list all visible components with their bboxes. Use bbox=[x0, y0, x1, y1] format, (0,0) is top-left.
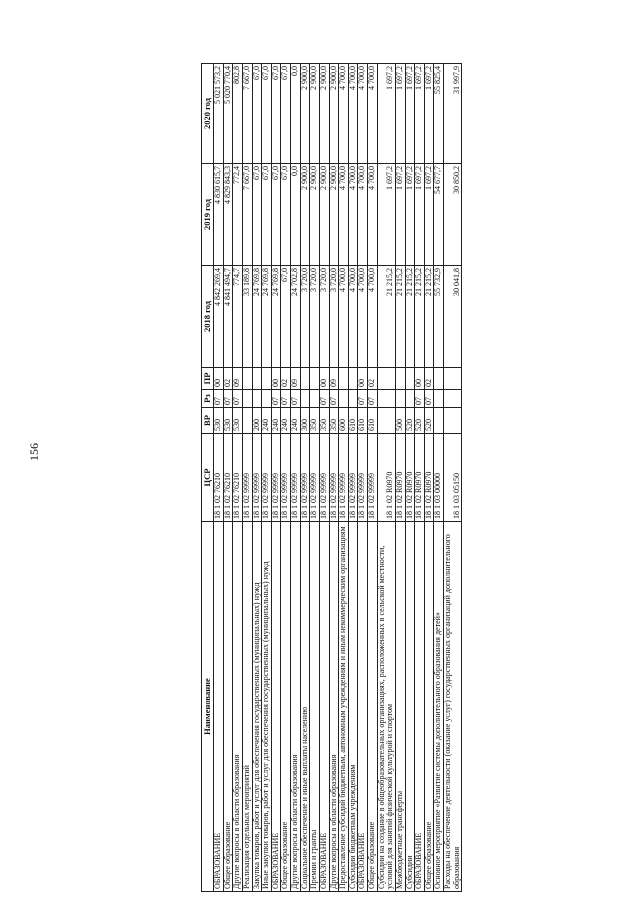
cell-2018: 67,0 bbox=[281, 266, 291, 368]
cell-pr bbox=[377, 368, 395, 390]
cell-rz: 07 bbox=[214, 390, 224, 408]
cell-rz bbox=[444, 390, 462, 408]
cell-vr: 240 bbox=[271, 408, 281, 434]
cell-2018: 4 700,0 bbox=[358, 266, 368, 368]
cell-rz: 07 bbox=[271, 390, 281, 408]
cell-rz: 07 bbox=[319, 390, 329, 408]
cell-csr: 18 1 02 99999 bbox=[281, 434, 291, 522]
cell-rz: 07 bbox=[291, 390, 301, 408]
cell-2018: 3 720,0 bbox=[319, 266, 329, 368]
cell-2019: 67,0 bbox=[262, 164, 272, 266]
cell-vr: 300 bbox=[300, 408, 310, 434]
cell-name: ОБРАЗОВАНИЕ bbox=[415, 522, 425, 892]
cell-2020: 4 700,0 bbox=[339, 64, 349, 164]
cell-rz: 07 bbox=[223, 390, 233, 408]
cell-2018: 30 041,8 bbox=[444, 266, 462, 368]
cell-2020: 67,0 bbox=[252, 64, 262, 164]
cell-csr: 18 1 02 99999 bbox=[242, 434, 252, 522]
cell-name: ОБРАЗОВАНИЕ bbox=[214, 522, 224, 892]
cell-pr: 00 bbox=[415, 368, 425, 390]
cell-2019: 67,0 bbox=[281, 164, 291, 266]
cell-csr: 18 1 02 99999 bbox=[358, 434, 368, 522]
cell-2018: 24 702,8 bbox=[291, 266, 301, 368]
cell-2019: 0,0 bbox=[291, 164, 301, 266]
cell-rz: 07 bbox=[329, 390, 339, 408]
cell-vr bbox=[377, 408, 395, 434]
cell-pr: 00 bbox=[271, 368, 281, 390]
cell-2018: 21 215,2 bbox=[377, 266, 395, 368]
cell-csr: 18 1 02 R0970 bbox=[424, 434, 434, 522]
cell-2019: 1 697,2 bbox=[415, 164, 425, 266]
cell-vr: 350 bbox=[329, 408, 339, 434]
table-row bbox=[310, 64, 320, 892]
cell-name: Межбюджетные трансферты bbox=[395, 522, 405, 892]
cell-pr bbox=[242, 368, 252, 390]
cell-vr: 610 bbox=[358, 408, 368, 434]
cell-2019: 772,4 bbox=[233, 164, 243, 266]
rotated-table-container bbox=[201, 64, 461, 892]
cell-pr: 02 bbox=[424, 368, 434, 390]
cell-pr bbox=[395, 368, 405, 390]
cell-2020: 1 697,2 bbox=[405, 64, 415, 164]
table-row bbox=[368, 64, 378, 892]
cell-name: Субсидии bbox=[405, 522, 415, 892]
cell-vr: 520 bbox=[405, 408, 415, 434]
cell-pr: 00 bbox=[319, 368, 329, 390]
cell-vr: 240 bbox=[281, 408, 291, 434]
cell-csr: 18 1 02 76210 bbox=[233, 434, 243, 522]
page-number: 156 bbox=[27, 443, 41, 461]
table-row bbox=[291, 64, 301, 892]
table-header-row bbox=[202, 64, 214, 892]
cell-rz bbox=[310, 390, 320, 408]
cell-rz: 07 bbox=[358, 390, 368, 408]
cell-name: Другие вопросы в области образования bbox=[291, 522, 301, 892]
cell-2018: 3 720,0 bbox=[310, 266, 320, 368]
cell-csr: 18 1 02 99999 bbox=[319, 434, 329, 522]
cell-2019: 54 677,7 bbox=[434, 164, 444, 266]
cell-vr: 200 bbox=[252, 408, 262, 434]
cell-2020: 1 697,2 bbox=[377, 64, 395, 164]
table-row bbox=[395, 64, 405, 892]
cell-csr: 18 1 02 R0970 bbox=[405, 434, 415, 522]
cell-csr: 18 1 03 05150 bbox=[444, 434, 462, 522]
cell-csr: 18 1 02 R0970 bbox=[415, 434, 425, 522]
header-2018: 2018 год bbox=[202, 266, 214, 368]
cell-2018: 4 700,0 bbox=[368, 266, 378, 368]
cell-csr: 18 1 02 99999 bbox=[291, 434, 301, 522]
cell-rz bbox=[395, 390, 405, 408]
cell-name: ОБРАЗОВАНИЕ bbox=[271, 522, 281, 892]
cell-2019: 2 900,0 bbox=[300, 164, 310, 266]
cell-2019: 1 697,2 bbox=[395, 164, 405, 266]
cell-2019: 67,0 bbox=[271, 164, 281, 266]
table-row bbox=[319, 64, 329, 892]
cell-pr bbox=[444, 368, 462, 390]
cell-2020: 2 900,0 bbox=[300, 64, 310, 164]
cell-rz: 07 bbox=[424, 390, 434, 408]
cell-name: Реализация отдельных мероприятий bbox=[242, 522, 252, 892]
header-pr: ПР bbox=[202, 368, 214, 390]
cell-csr: 18 1 02 99999 bbox=[329, 434, 339, 522]
table-row bbox=[214, 64, 224, 892]
cell-vr: 530 bbox=[233, 408, 243, 434]
cell-2018: 774,7 bbox=[233, 266, 243, 368]
cell-2019: 2 900,0 bbox=[319, 164, 329, 266]
budget-table bbox=[201, 63, 462, 892]
cell-rz: 07 bbox=[415, 390, 425, 408]
cell-2020: 5 020 770,4 bbox=[223, 64, 233, 164]
cell-rz bbox=[377, 390, 395, 408]
cell-vr: 350 bbox=[319, 408, 329, 434]
cell-csr: 18 1 02 99999 bbox=[300, 434, 310, 522]
cell-vr: 530 bbox=[214, 408, 224, 434]
table-row bbox=[262, 64, 272, 892]
cell-2020: 1 697,2 bbox=[415, 64, 425, 164]
cell-vr: 520 bbox=[415, 408, 425, 434]
cell-2019: 4 700,0 bbox=[358, 164, 368, 266]
cell-name: Другие вопросы в области образования bbox=[329, 522, 339, 892]
cell-pr bbox=[252, 368, 262, 390]
cell-name: Премии и гранты bbox=[310, 522, 320, 892]
cell-csr: 18 1 02 76210 bbox=[223, 434, 233, 522]
cell-2020: 4 700,0 bbox=[358, 64, 368, 164]
cell-2018: 33 189,8 bbox=[242, 266, 252, 368]
cell-name: Социальное обеспечение и иные выплаты населению bbox=[300, 522, 310, 892]
cell-2019: 1 697,2 bbox=[405, 164, 415, 266]
header-vr: ВР bbox=[202, 408, 214, 434]
cell-2019: 67,0 bbox=[252, 164, 262, 266]
cell-pr bbox=[300, 368, 310, 390]
cell-2018: 21 215,2 bbox=[395, 266, 405, 368]
table-row bbox=[415, 64, 425, 892]
cell-2020: 4 700,0 bbox=[348, 64, 358, 164]
cell-vr: 520 bbox=[424, 408, 434, 434]
cell-name: Субсидии на создание в общеобразовательных организациях, расположенных в сельской местности, условий для занятий физической культурой и спортом bbox=[377, 522, 395, 892]
cell-2018: 4 841 494,7 bbox=[223, 266, 233, 368]
cell-name: Закупка товаров, работ и услуг для обеспечения государственных (муниципальных) нужд bbox=[252, 522, 262, 892]
cell-csr: 18 1 02 99999 bbox=[262, 434, 272, 522]
cell-2018: 4 842 269,4 bbox=[214, 266, 224, 368]
cell-pr bbox=[310, 368, 320, 390]
cell-2019: 2 900,0 bbox=[310, 164, 320, 266]
cell-vr: 240 bbox=[291, 408, 301, 434]
cell-pr: 02 bbox=[223, 368, 233, 390]
cell-csr: 18 1 02 99999 bbox=[339, 434, 349, 522]
cell-name: Общее образование bbox=[223, 522, 233, 892]
cell-2019: 4 700,0 bbox=[339, 164, 349, 266]
cell-2020: 5 021 573,2 bbox=[214, 64, 224, 164]
cell-name: ОБРАЗОВАНИЕ bbox=[358, 522, 368, 892]
cell-rz bbox=[434, 390, 444, 408]
cell-vr: 240 bbox=[262, 408, 272, 434]
header-2020: 2020 год bbox=[202, 64, 214, 164]
cell-name: Общее образование bbox=[424, 522, 434, 892]
cell-rz bbox=[262, 390, 272, 408]
cell-2020: 1 697,2 bbox=[395, 64, 405, 164]
cell-vr: 530 bbox=[223, 408, 233, 434]
cell-2018: 55 732,9 bbox=[434, 266, 444, 368]
cell-vr bbox=[434, 408, 444, 434]
cell-csr: 18 1 02 76210 bbox=[214, 434, 224, 522]
table-row bbox=[233, 64, 243, 892]
cell-vr: 500 bbox=[395, 408, 405, 434]
cell-2019: 7 667,0 bbox=[242, 164, 252, 266]
cell-pr: 00 bbox=[358, 368, 368, 390]
cell-name: Основное мероприятие «Развитие системы дополнительного образования детей» bbox=[434, 522, 444, 892]
cell-vr: 350 bbox=[310, 408, 320, 434]
table-body bbox=[214, 64, 462, 892]
cell-csr: 18 1 02 99999 bbox=[348, 434, 358, 522]
cell-2018: 3 720,0 bbox=[329, 266, 339, 368]
cell-2020: 802,8 bbox=[233, 64, 243, 164]
table-row bbox=[377, 64, 395, 892]
cell-2019: 30 850,2 bbox=[444, 164, 462, 266]
cell-rz bbox=[300, 390, 310, 408]
cell-2020: 2 900,0 bbox=[319, 64, 329, 164]
cell-vr bbox=[444, 408, 462, 434]
cell-csr: 18 1 02 99999 bbox=[271, 434, 281, 522]
cell-name: Другие вопросы в области образования bbox=[233, 522, 243, 892]
cell-rz bbox=[252, 390, 262, 408]
cell-csr: 18 1 02 99999 bbox=[368, 434, 378, 522]
cell-2019: 1 697,2 bbox=[424, 164, 434, 266]
cell-rz: 07 bbox=[368, 390, 378, 408]
cell-name: Иные закупки товаров, работ и услуг для обеспечения государственных (муниципальных) нужд bbox=[262, 522, 272, 892]
table-row bbox=[339, 64, 349, 892]
cell-rz: 07 bbox=[233, 390, 243, 408]
cell-2018: 21 215,2 bbox=[405, 266, 415, 368]
cell-2018: 24 769,8 bbox=[262, 266, 272, 368]
cell-pr: 02 bbox=[281, 368, 291, 390]
cell-csr: 18 1 02 R0970 bbox=[377, 434, 395, 522]
cell-2020: 0,0 bbox=[291, 64, 301, 164]
cell-pr: 09 bbox=[329, 368, 339, 390]
cell-2019: 4 829 843,3 bbox=[223, 164, 233, 266]
cell-pr: 00 bbox=[214, 368, 224, 390]
cell-2020: 67,0 bbox=[271, 64, 281, 164]
header-2019: 2019 год bbox=[202, 164, 214, 266]
cell-2019: 4 700,0 bbox=[368, 164, 378, 266]
cell-pr bbox=[434, 368, 444, 390]
cell-2018: 21 215,2 bbox=[415, 266, 425, 368]
cell-name: Расходы на обеспечение деятельности (оказание услуг) государственных организаций дополнительного образования bbox=[444, 522, 462, 892]
table-row bbox=[444, 64, 462, 892]
cell-2018: 3 720,0 bbox=[300, 266, 310, 368]
cell-pr bbox=[339, 368, 349, 390]
cell-2019: 4 830 615,7 bbox=[214, 164, 224, 266]
cell-2020: 4 700,0 bbox=[368, 64, 378, 164]
cell-2019: 4 700,0 bbox=[348, 164, 358, 266]
cell-2020: 55 825,4 bbox=[434, 64, 444, 164]
table-row bbox=[242, 64, 252, 892]
cell-2020: 7 667,0 bbox=[242, 64, 252, 164]
cell-pr bbox=[262, 368, 272, 390]
cell-2018: 24 769,8 bbox=[271, 266, 281, 368]
header-name: Наименование bbox=[202, 522, 214, 892]
cell-2020: 31 997,9 bbox=[444, 64, 462, 164]
cell-2020: 2 900,0 bbox=[329, 64, 339, 164]
cell-2020: 67,0 bbox=[281, 64, 291, 164]
cell-2018: 24 769,8 bbox=[252, 266, 262, 368]
cell-2019: 2 900,0 bbox=[329, 164, 339, 266]
cell-2019: 1 697,2 bbox=[377, 164, 395, 266]
cell-vr: 600 bbox=[339, 408, 349, 434]
cell-name: Субсидии бюджетным учреждениям bbox=[348, 522, 358, 892]
cell-pr: 09 bbox=[291, 368, 301, 390]
cell-pr: 02 bbox=[368, 368, 378, 390]
cell-csr: 18 1 02 99999 bbox=[310, 434, 320, 522]
header-rz: Рз bbox=[202, 390, 214, 408]
cell-pr: 09 bbox=[233, 368, 243, 390]
cell-2018: 21 215,2 bbox=[424, 266, 434, 368]
cell-csr: 18 1 02 R0970 bbox=[395, 434, 405, 522]
cell-csr: 18 1 03 00000 bbox=[434, 434, 444, 522]
cell-name: Предоставление субсидий бюджетным, автономным учреждениям и иным некоммерческим организациям bbox=[339, 522, 349, 892]
cell-rz bbox=[339, 390, 349, 408]
cell-2020: 2 900,0 bbox=[310, 64, 320, 164]
cell-name: Общее образование bbox=[368, 522, 378, 892]
cell-rz: 07 bbox=[281, 390, 291, 408]
cell-name: ОБРАЗОВАНИЕ bbox=[319, 522, 329, 892]
cell-vr: 610 bbox=[368, 408, 378, 434]
cell-2020: 1 697,2 bbox=[424, 64, 434, 164]
cell-2018: 4 700,0 bbox=[348, 266, 358, 368]
cell-2020: 67,0 bbox=[262, 64, 272, 164]
cell-vr: 610 bbox=[348, 408, 358, 434]
cell-vr bbox=[242, 408, 252, 434]
header-csr: ЦСР bbox=[202, 434, 214, 522]
cell-2018: 4 700,0 bbox=[339, 266, 349, 368]
cell-csr: 18 1 02 99999 bbox=[252, 434, 262, 522]
cell-name: Общее образование bbox=[281, 522, 291, 892]
cell-rz bbox=[242, 390, 252, 408]
